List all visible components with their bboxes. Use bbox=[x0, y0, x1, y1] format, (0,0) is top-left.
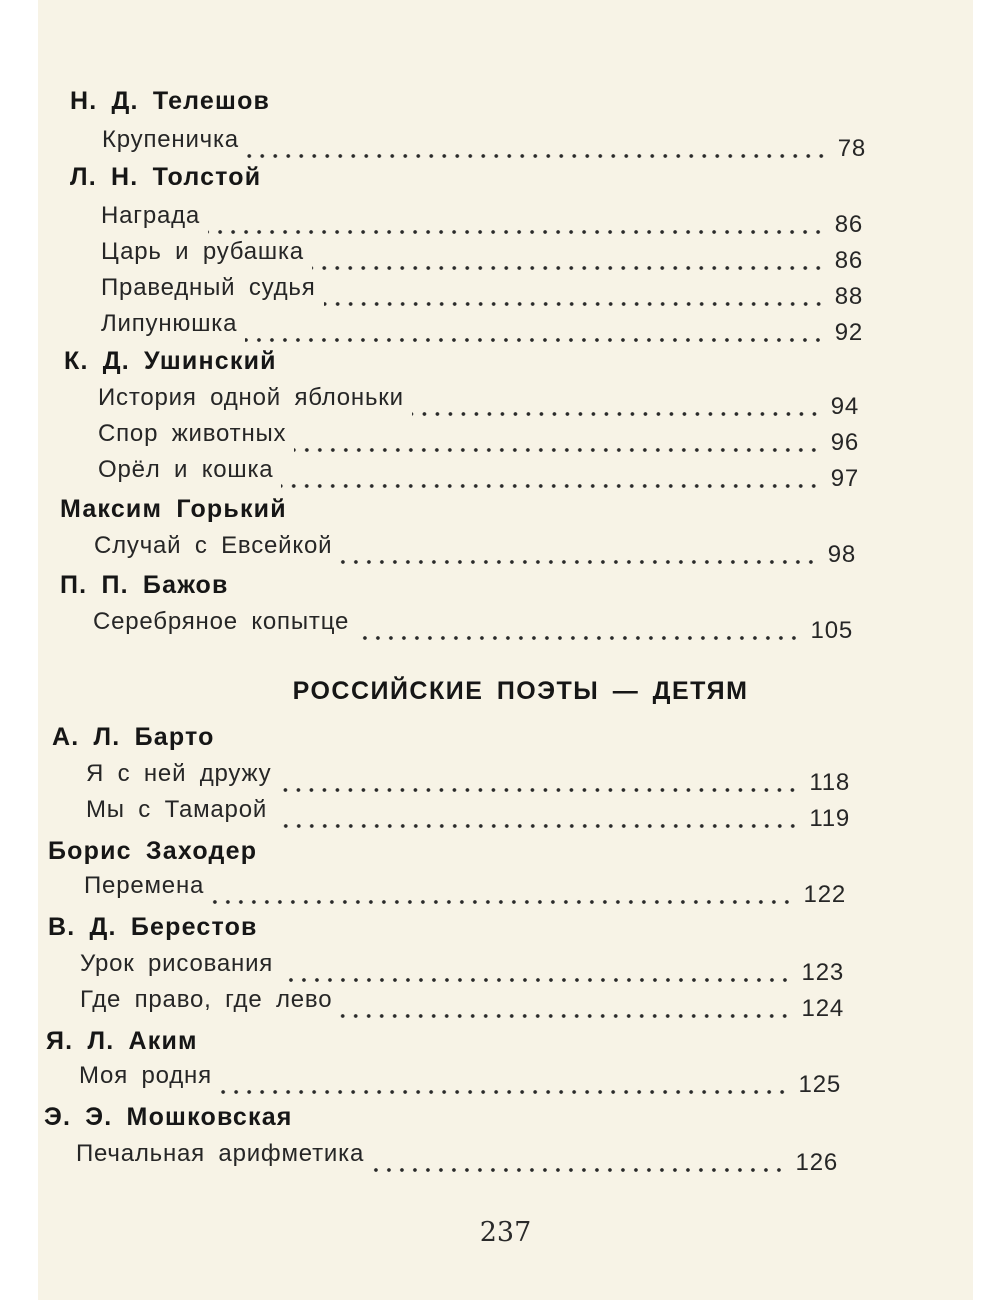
dot-leader bbox=[372, 1168, 785, 1172]
dot-leader bbox=[340, 560, 817, 564]
toc-entry[interactable] bbox=[101, 240, 863, 274]
entry-page-number: 92 bbox=[834, 319, 863, 346]
author-heading: Максим Горький bbox=[60, 495, 287, 523]
toc-entry[interactable] bbox=[101, 276, 863, 310]
entry-page-number: 94 bbox=[830, 393, 859, 420]
entry-page-number: 78 bbox=[837, 135, 866, 162]
dot-leader bbox=[247, 154, 828, 158]
entry-title: Праведный судья bbox=[101, 274, 316, 301]
entry-title: История одной яблоньки bbox=[98, 384, 404, 411]
author-heading: П. П. Бажов bbox=[60, 571, 229, 599]
entry-title: Крупеничка bbox=[102, 126, 239, 153]
entry-title: Царь и рубашка bbox=[101, 238, 304, 265]
entry-page-number: 98 bbox=[827, 541, 856, 568]
entry-title: Где право, где лево bbox=[80, 986, 333, 1013]
toc-entry[interactable] bbox=[98, 386, 859, 420]
book-page bbox=[38, 0, 973, 1300]
entry-page-number: 123 bbox=[801, 959, 844, 986]
section-heading: РОССИЙСКИЕ ПОЭТЫ — ДЕТЯМ bbox=[292, 677, 749, 705]
entry-title: Награда bbox=[101, 202, 201, 229]
dot-leader bbox=[281, 978, 791, 982]
author-heading: Л. Н. Толстой bbox=[70, 163, 262, 191]
page-number: 237 bbox=[479, 1217, 532, 1248]
entry-page-number: 124 bbox=[801, 995, 844, 1022]
table-of-contents bbox=[38, 0, 973, 1300]
toc-entry[interactable] bbox=[86, 762, 850, 796]
toc-entry[interactable] bbox=[76, 1142, 838, 1176]
entry-title: Липунюшка bbox=[101, 310, 238, 337]
dot-leader bbox=[340, 1014, 791, 1018]
toc-entry[interactable] bbox=[101, 204, 863, 238]
entry-page-number: 96 bbox=[830, 429, 859, 456]
dot-leader bbox=[279, 788, 799, 792]
entry-title: Спор животных bbox=[98, 420, 287, 447]
entry-page-number: 125 bbox=[798, 1071, 841, 1098]
author-heading: Н. Д. Телешов bbox=[70, 87, 271, 115]
dot-leader bbox=[281, 484, 820, 488]
entry-page-number: 88 bbox=[834, 283, 863, 310]
author-heading: Борис Заходер bbox=[48, 837, 258, 865]
toc-entry[interactable] bbox=[93, 610, 853, 644]
toc-entry[interactable] bbox=[94, 534, 856, 568]
dot-leader bbox=[212, 900, 793, 904]
toc-entry[interactable] bbox=[101, 312, 863, 346]
dot-leader bbox=[312, 266, 825, 270]
dot-leader bbox=[220, 1090, 789, 1094]
entry-title: Мы с Тамарой bbox=[86, 796, 268, 823]
toc-entry[interactable] bbox=[84, 874, 846, 908]
toc-entry[interactable] bbox=[86, 798, 850, 832]
entry-page-number: 97 bbox=[830, 465, 859, 492]
entry-title: Орёл и кошка bbox=[98, 456, 274, 483]
dot-leader bbox=[294, 448, 820, 452]
author-heading: Я. Л. Аким bbox=[46, 1027, 198, 1055]
entry-title: Урок рисования bbox=[80, 950, 274, 977]
entry-page-number: 122 bbox=[803, 881, 846, 908]
dot-leader bbox=[412, 412, 821, 416]
author-heading: К. Д. Ушинский bbox=[64, 347, 277, 375]
entry-title: Моя родня bbox=[79, 1062, 212, 1089]
toc-entry[interactable] bbox=[80, 988, 844, 1022]
dot-leader bbox=[208, 230, 825, 234]
toc-entry[interactable] bbox=[102, 128, 866, 162]
entry-page-number: 118 bbox=[809, 769, 850, 796]
toc-entry[interactable] bbox=[79, 1064, 841, 1098]
entry-title: Случай с Евсейкой bbox=[94, 532, 333, 559]
dot-leader bbox=[357, 636, 800, 640]
toc-entry[interactable] bbox=[98, 422, 859, 456]
entry-page-number: 105 bbox=[810, 617, 853, 644]
dot-leader bbox=[324, 302, 825, 306]
toc-entry[interactable] bbox=[80, 952, 844, 986]
entry-page-number: 86 bbox=[834, 247, 863, 274]
entry-page-number: 119 bbox=[809, 805, 850, 832]
entry-title: Печальная арифметика bbox=[76, 1140, 365, 1167]
entry-title: Я с ней дружу bbox=[86, 760, 272, 787]
toc-entry[interactable] bbox=[98, 458, 859, 492]
dot-leader bbox=[245, 338, 824, 342]
entry-title: Перемена bbox=[84, 872, 205, 899]
author-heading: В. Д. Берестов bbox=[48, 913, 258, 941]
entry-title: Серебряное копытце bbox=[93, 608, 350, 635]
dot-leader bbox=[275, 824, 799, 828]
author-heading: А. Л. Барто bbox=[52, 723, 215, 751]
author-heading: Э. Э. Мошковская bbox=[44, 1103, 293, 1131]
entry-page-number: 86 bbox=[834, 211, 863, 238]
entry-page-number: 126 bbox=[795, 1149, 838, 1176]
